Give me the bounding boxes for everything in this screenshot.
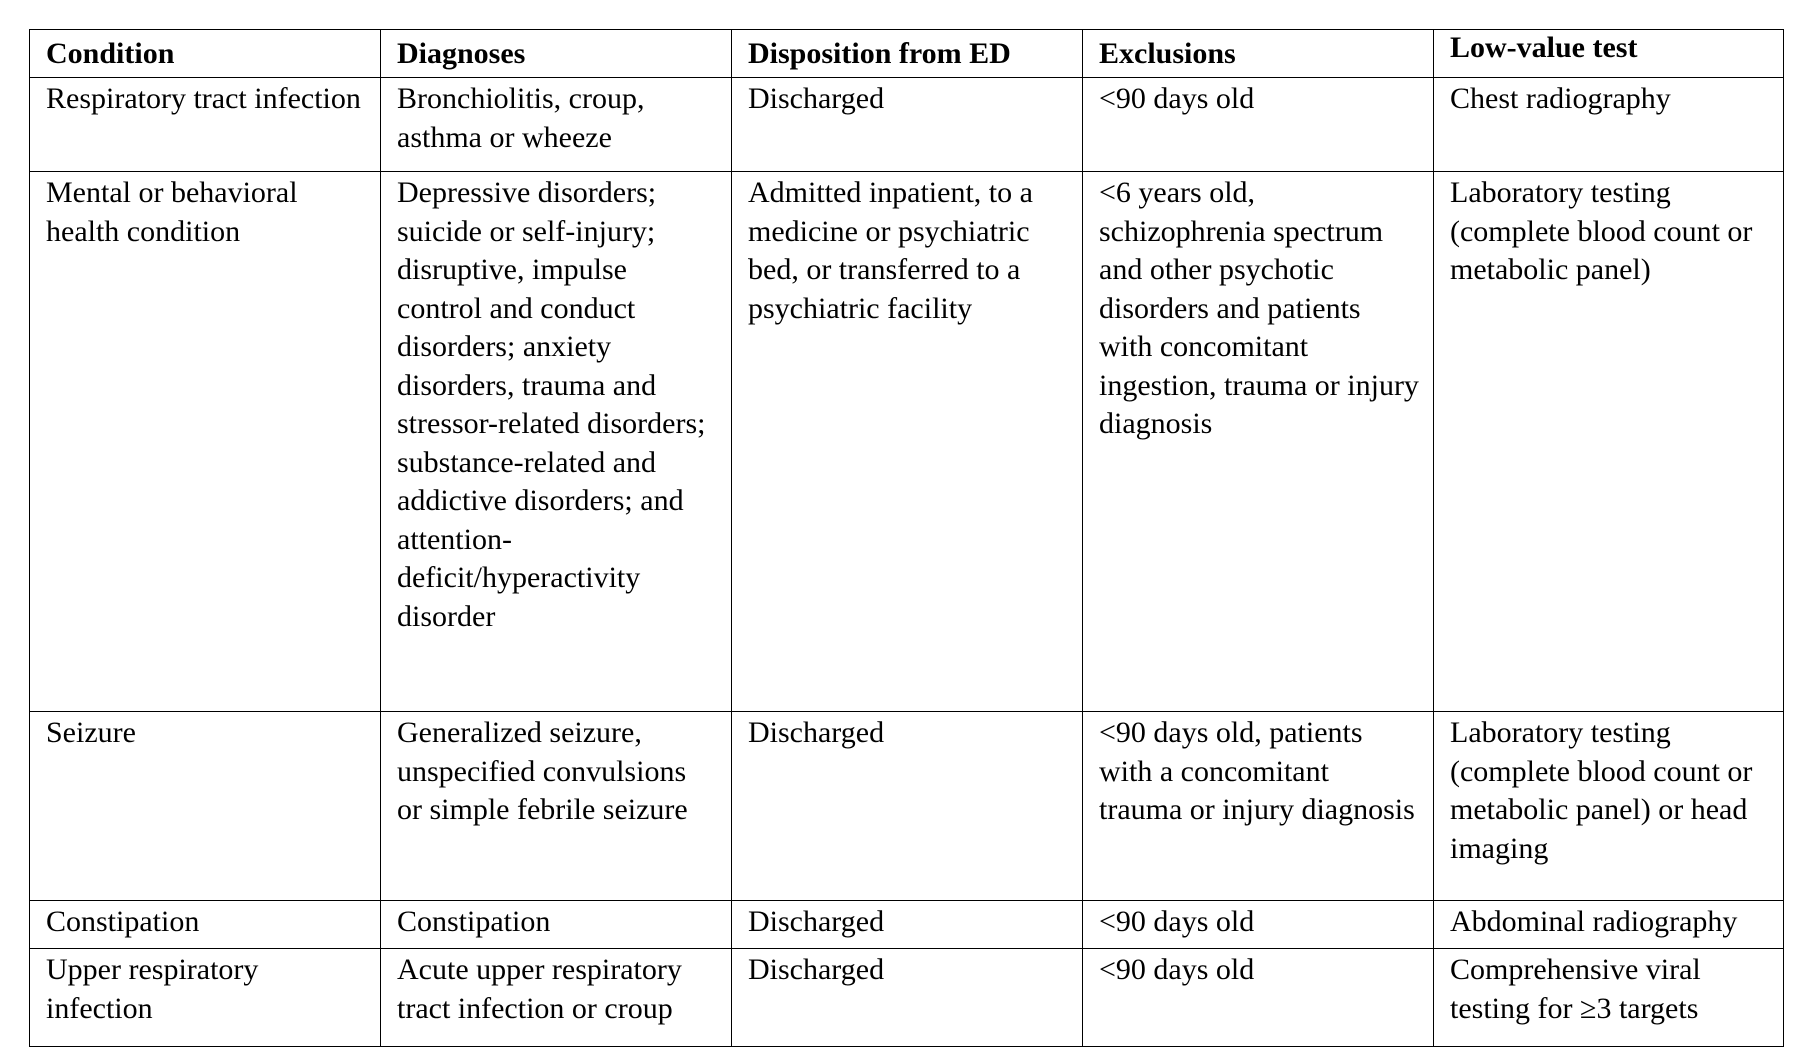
cell-diagnoses: Bronchiolitis, croup, asthma or wheeze xyxy=(381,78,732,172)
low-value-testing-table-container xyxy=(29,29,1783,1047)
table-body xyxy=(30,78,1784,1047)
cell-disposition: Discharged xyxy=(732,712,1083,901)
cell-diagnoses: Acute upper respiratory tract infection or croup xyxy=(381,949,732,1047)
cell-low-value-test: Chest radiography xyxy=(1434,78,1784,172)
table-row xyxy=(30,172,1784,712)
cell-condition: Respiratory tract infection xyxy=(30,78,381,172)
cell-diagnoses: Constipation xyxy=(381,901,732,949)
cell-exclusions: <90 days old xyxy=(1083,78,1434,172)
header-low-value-test: Low-value test xyxy=(1434,30,1784,78)
cell-disposition: Discharged xyxy=(732,78,1083,172)
table-row xyxy=(30,901,1784,949)
table-row xyxy=(30,712,1784,901)
cell-exclusions: <6 years old, schizophrenia spectrum and other psychotic disorders and patients with concomitant ingestion, trauma or injury diagnosis xyxy=(1083,172,1434,712)
cell-condition: Mental or behavioral health condition xyxy=(30,172,381,712)
cell-exclusions: <90 days old xyxy=(1083,901,1434,949)
header-diagnoses: Diagnoses xyxy=(381,30,732,78)
cell-condition: Seizure xyxy=(30,712,381,901)
cell-disposition: Admitted inpatient, to a medicine or psychiatric bed, or transferred to a psychiatric facility xyxy=(732,172,1083,712)
cell-low-value-test: Abdominal radiography xyxy=(1434,901,1784,949)
cell-disposition: Discharged xyxy=(732,901,1083,949)
cell-condition: Constipation xyxy=(30,901,381,949)
cell-low-value-test: Comprehensive viral testing for ≥3 targets xyxy=(1434,949,1784,1047)
table-row xyxy=(30,78,1784,172)
cell-low-value-test: Laboratory testing (complete blood count or metabolic panel) or head imaging xyxy=(1434,712,1784,901)
cell-diagnoses: Depressive disorders; suicide or self-injury; disruptive, impulse control and conduct disorders; anxiety disorders, trauma and stressor-related disorders; substance-related and addictive disorders; and attention-deficit/hyperactivity disorder xyxy=(381,172,732,712)
header-exclusions: Exclusions xyxy=(1083,30,1434,78)
cell-disposition: Discharged xyxy=(732,949,1083,1047)
header-row xyxy=(30,30,1784,78)
cell-diagnoses: Generalized seizure, unspecified convulsions or simple febrile seizure xyxy=(381,712,732,901)
cell-condition: Upper respiratory infection xyxy=(30,949,381,1047)
header-disposition: Disposition from ED xyxy=(732,30,1083,78)
low-value-testing-table xyxy=(29,29,1784,1047)
cell-exclusions: <90 days old, patients with a concomitant trauma or injury diagnosis xyxy=(1083,712,1434,901)
table-row xyxy=(30,949,1784,1047)
cell-low-value-test: Laboratory testing (complete blood count or metabolic panel) xyxy=(1434,172,1784,712)
table-header xyxy=(30,30,1784,78)
cell-exclusions: <90 days old xyxy=(1083,949,1434,1047)
header-condition: Condition xyxy=(30,30,381,78)
